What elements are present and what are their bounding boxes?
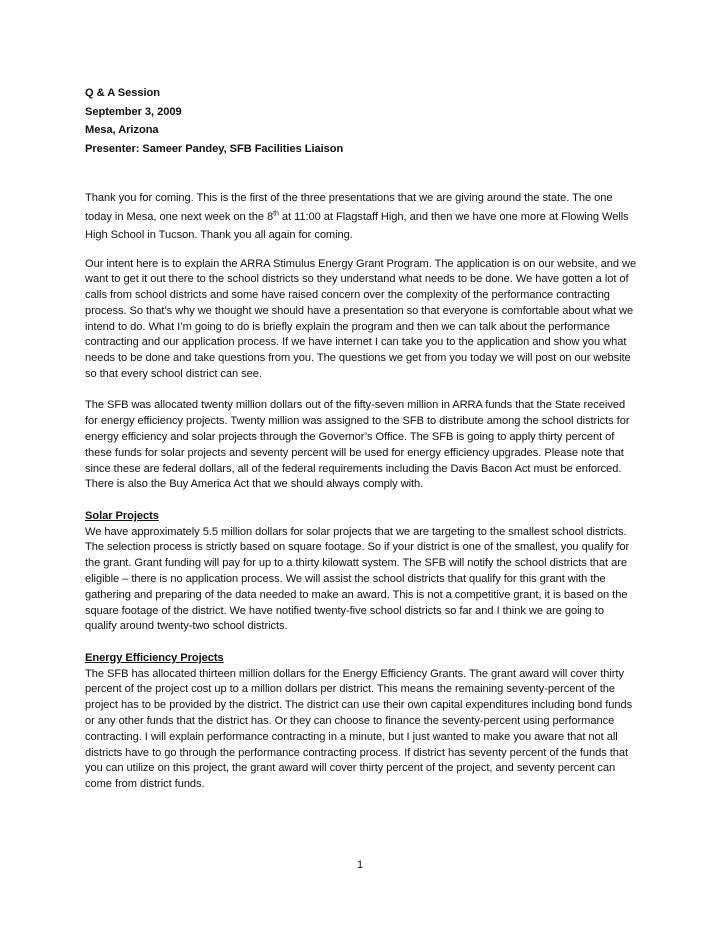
session-title: Q & A Session	[85, 87, 160, 99]
intro-superscript: th	[273, 209, 279, 217]
solar-section	[85, 509, 637, 635]
session-presenter: Presenter: Sameer Pandey, SFB Facilities Liaison	[85, 142, 344, 155]
session-header	[85, 84, 637, 158]
intent-paragraph: Our intent here is to explain the ARRA Stimulus Energy Grant Program. The application is on our website, and we want to get it out there to the school districts so they understand what needs to be done. We have gotten a lot of calls from school districts and some have raised concern over the complexity of the performance contracting process. So that’s why we thought we should have a presentation so that everyone is comfortable about what we intend to do. What I’m going to do is briefly explain the program and then we can talk about the performance contracting and our application process. If we have internet I can take you to the application and show you what needs to be done and take questions from you. The questions we get from you today we will post on our website so that every school district can see.	[85, 257, 637, 381]
intro-text-part2: at 11:00 at Flagstaff High, and then we have one more at Flowing Wells High School in Tucson. Thank you all again for coming.	[85, 210, 629, 241]
intro-paragraph	[85, 189, 637, 245]
solar-section-title: Solar Projects	[85, 509, 159, 522]
energy-section	[85, 651, 637, 793]
session-location: Mesa, Arizona	[85, 124, 159, 136]
document-body	[85, 84, 637, 809]
page-number: 1	[356, 859, 364, 871]
energy-section-body: The SFB has allocated thirteen million dollars for the Energy Efficiency Grants. The grant award will cover thirty percent of the project cost up to a million dollars per district. This means the remaining seventy-percent of the project has to be provided by the district. The district can use their own capital expenditures including bond funds or any other funds that the district has. Or they can choose to finance the seventy-percent using performance contracting. I will explain performance contracting in a minute, but I just wanted to make you aware that not all districts have to go through the performance contracting process. If district has seventy percent of the funds that you can utilize on this project, the grant award will cover thirty percent of the project, and seventy percent can come from district funds.	[85, 667, 633, 791]
solar-section-body: We have approximately 5.5 million dollars for solar projects that we are targeting to the smallest school districts. The selection process is strictly based on square footage. So if your district is one of the smallest, you qualify for the grant. Grant funding will pay for up to a thirty kilowatt system. The SFB will notify the school districts that are eligible – there is no application process. We will assist the school districts that qualify for this grant with the gathering and preparing of the data needed to make an award. This is not a competitive grant, it is based on the square footage of the district. We have notified twenty-five school districts so far and I think we are going to qualify around twenty-two school districts.	[85, 525, 630, 633]
session-date: September 3, 2009	[85, 105, 182, 118]
intro-text-part1: Thank you for coming. This is the first of the three presentations that we are giving around the state. The one today in Mesa, one next week on the 8	[85, 192, 613, 223]
allocation-paragraph: The SFB was allocated twenty million dollars out of the fifty-seven million in ARRA funds that the State received for energy efficiency projects. Twenty million was assigned to the SFB to distribute among the school districts for energy efficiency and solar projects through the Governor’s Office. The SFB is going to apply thirty percent of these funds for solar projects and seventy percent will be used for energy efficiency upgrades. Please note that since these are federal dollars, all of the federal requirements including the Davis Bacon Act must be enforced. There is also the Buy America Act that we should always comply with.	[85, 399, 630, 491]
energy-section-title: Energy Efficiency Projects	[85, 651, 224, 664]
